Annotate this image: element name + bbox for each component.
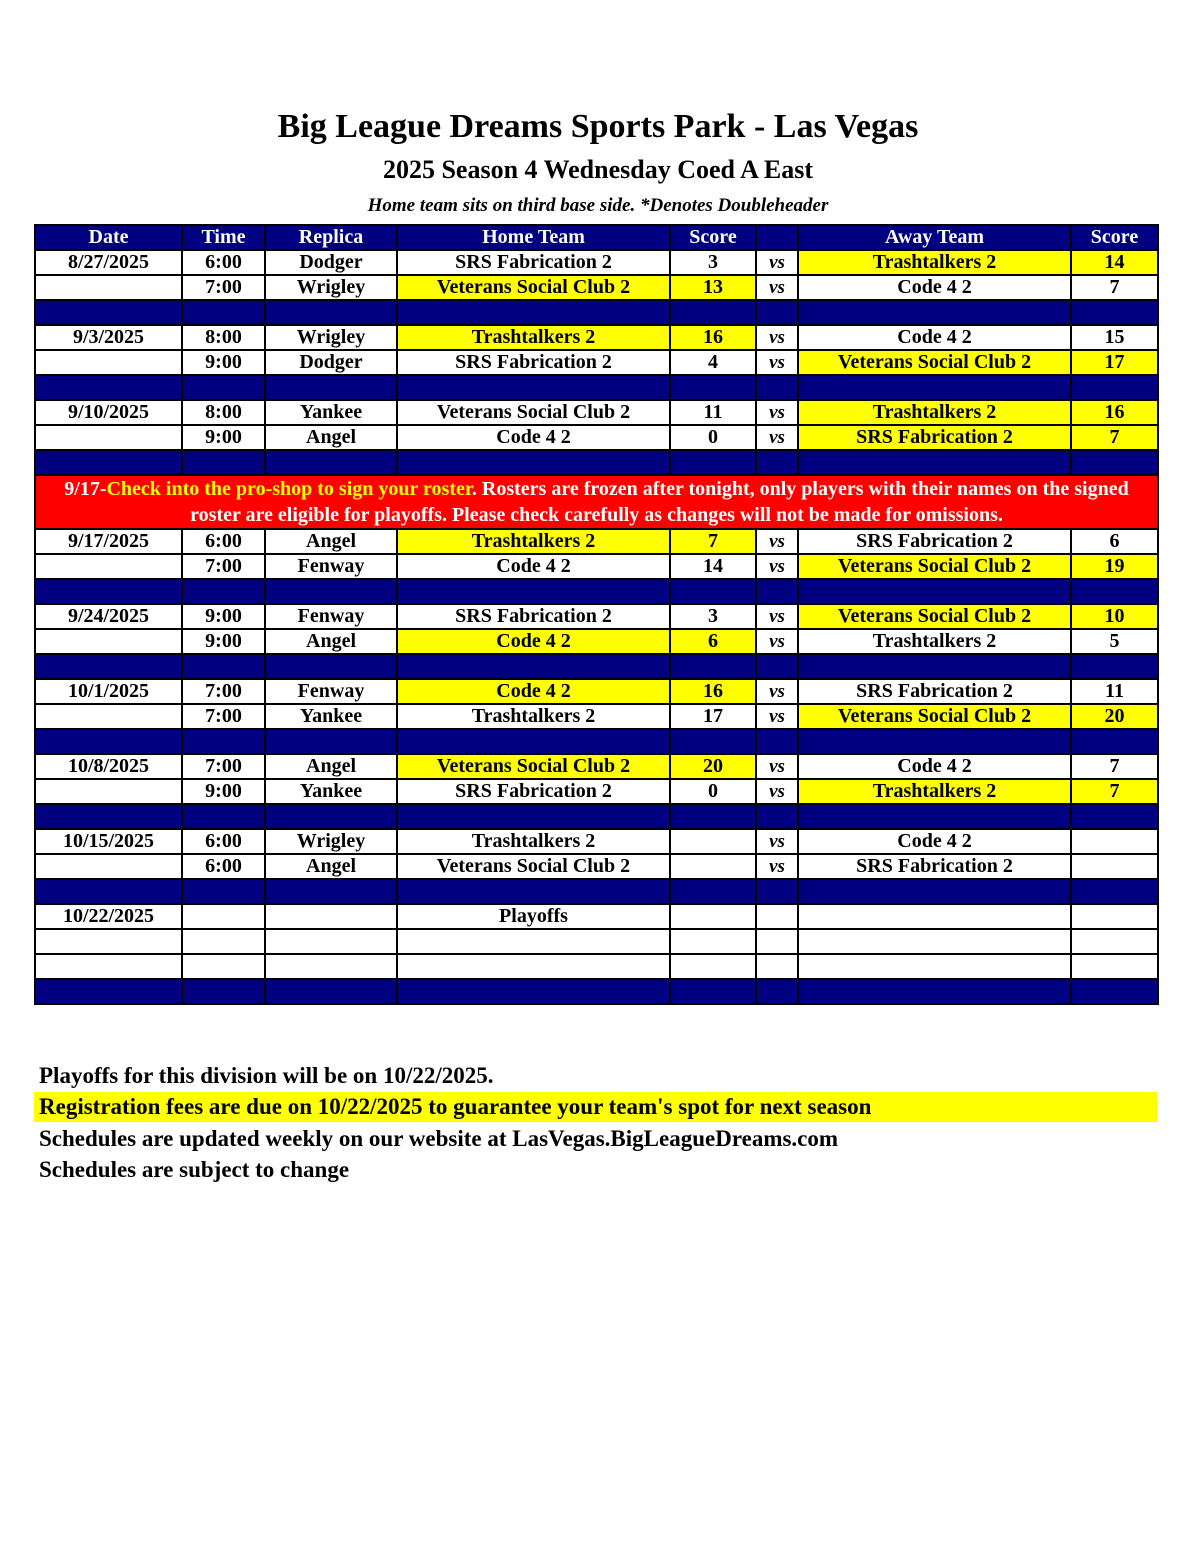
away-score: 11 [1071,679,1158,704]
game-time: 9:00 [182,604,265,629]
home-team: SRS Fabrication 2 [397,779,670,804]
separator-cell [670,450,756,475]
separator-cell [35,804,182,829]
home-score: 17 [670,704,756,729]
away-score: 7 [1071,425,1158,450]
away-team: Trashtalkers 2 [798,400,1071,425]
separator-cell [756,879,798,904]
separator-cell [1071,375,1158,400]
separator-cell [756,579,798,604]
notice-date: 9/17- [64,478,107,500]
game-row [35,904,1158,929]
game-time [182,929,265,954]
game-time: 9:00 [182,425,265,450]
home-score: 6 [670,629,756,654]
away-score: 5 [1071,629,1158,654]
home-team: Trashtalkers 2 [397,704,670,729]
away-score: 7 [1071,754,1158,779]
separator-cell [35,979,182,1004]
roster-notice-row [35,475,1158,529]
away-score: 15 [1071,325,1158,350]
separator-cell [35,654,182,679]
away-team: SRS Fabrication 2 [798,425,1071,450]
vs-label: vs [756,554,798,579]
game-replica-field: Wrigley [265,275,397,300]
vs-label: vs [756,604,798,629]
game-replica-field: Yankee [265,400,397,425]
away-team: Code 4 2 [798,829,1071,854]
away-team: SRS Fabrication 2 [798,854,1071,879]
schedule-note: Home team sits on third base side. *Denotes Doubleheader [367,195,829,216]
separator-cell [670,300,756,325]
separator-cell [798,300,1071,325]
game-date: 10/1/2025 [35,679,182,704]
separator-cell [1071,300,1158,325]
week-separator-row [35,654,1158,679]
separator-cell [265,654,397,679]
away-team [798,904,1071,929]
game-time: 6:00 [182,854,265,879]
away-score: 20 [1071,704,1158,729]
separator-cell [756,300,798,325]
away-team: Trashtalkers 2 [798,250,1071,275]
separator-cell [670,879,756,904]
home-team [397,954,670,979]
game-time: 9:00 [182,779,265,804]
home-score: 0 [670,425,756,450]
separator-cell [756,654,798,679]
home-team: Code 4 2 [397,629,670,654]
vs-label: vs [756,854,798,879]
separator-cell [397,579,670,604]
separator-cell [798,804,1071,829]
away-score: 7 [1071,275,1158,300]
away-score: 6 [1071,529,1158,554]
away-team: Code 4 2 [798,754,1071,779]
footer-playoffs-note: Playoffs for this division will be on 10/22/2025. [39,1063,494,1088]
away-score: 16 [1071,400,1158,425]
game-replica-field: Yankee [265,704,397,729]
vs-label: vs [756,779,798,804]
page-subtitle: 2025 Season 4 Wednesday Coed A East [382,155,814,184]
away-team: SRS Fabrication 2 [798,679,1071,704]
game-time [182,954,265,979]
separator-cell [670,729,756,754]
game-date [35,854,182,879]
game-row [35,779,1158,804]
game-replica-field [265,954,397,979]
game-date [35,425,182,450]
col-time: Time [182,225,265,250]
separator-cell [182,450,265,475]
separator-cell [397,729,670,754]
notice-text: . Rosters are frozen after tonight, only players with their names on the signed roster are eligible for playoffs. Please check carefully as changes will not be made for omissions. [190,478,1129,526]
separator-cell [397,804,670,829]
home-team: SRS Fabrication 2 [397,604,670,629]
away-team: Veterans Social Club 2 [798,350,1071,375]
separator-cell [182,654,265,679]
game-row [35,829,1158,854]
game-date [35,929,182,954]
game-row [35,325,1158,350]
game-row [35,629,1158,654]
game-date [35,954,182,979]
separator-cell [756,804,798,829]
game-time: 7:00 [182,754,265,779]
vs-label [756,904,798,929]
separator-cell [670,979,756,1004]
separator-cell [798,375,1071,400]
away-team: Code 4 2 [798,325,1071,350]
separator-cell [1071,804,1158,829]
game-replica-field: Angel [265,754,397,779]
game-time: 6:00 [182,529,265,554]
game-date: 9/10/2025 [35,400,182,425]
game-date: 9/3/2025 [35,325,182,350]
game-date [35,629,182,654]
separator-cell [397,300,670,325]
vs-label: vs [756,704,798,729]
separator-cell [265,879,397,904]
vs-label [756,954,798,979]
game-date [35,779,182,804]
game-date: 9/17/2025 [35,529,182,554]
week-separator-row [35,300,1158,325]
col-away-team: Away Team [798,225,1071,250]
away-score: 10 [1071,604,1158,629]
away-score: 14 [1071,250,1158,275]
home-team: Veterans Social Club 2 [397,754,670,779]
game-time: 8:00 [182,325,265,350]
game-row [35,250,1158,275]
game-time: 7:00 [182,679,265,704]
footer-website-note: Schedules are updated weekly on our website at LasVegas.BigLeagueDreams.com [39,1126,839,1151]
home-team: Trashtalkers 2 [397,529,670,554]
vs-label: vs [756,529,798,554]
game-time: 8:00 [182,400,265,425]
away-score: 19 [1071,554,1158,579]
col-home-team: Home Team [397,225,670,250]
page-title: Big League Dreams Sports Park - Las Vegas [277,108,919,145]
separator-cell [35,300,182,325]
game-replica-field: Angel [265,629,397,654]
separator-cell [265,729,397,754]
game-replica-field: Fenway [265,554,397,579]
home-team: Code 4 2 [397,554,670,579]
home-team: Trashtalkers 2 [397,325,670,350]
separator-cell [265,300,397,325]
away-team: Veterans Social Club 2 [798,604,1071,629]
away-team: Veterans Social Club 2 [798,704,1071,729]
separator-cell [35,375,182,400]
away-team: SRS Fabrication 2 [798,529,1071,554]
week-separator-row [35,450,1158,475]
week-separator-row [35,729,1158,754]
separator-cell [798,654,1071,679]
separator-cell [670,804,756,829]
game-time: 9:00 [182,629,265,654]
home-score: 20 [670,754,756,779]
separator-cell [182,375,265,400]
home-team [397,929,670,954]
separator-cell [397,979,670,1004]
home-team: Code 4 2 [397,425,670,450]
home-score: 3 [670,604,756,629]
separator-cell [35,579,182,604]
separator-cell [265,979,397,1004]
col-date: Date [35,225,182,250]
game-row [35,929,1158,954]
game-date: 9/24/2025 [35,604,182,629]
week-separator-row [35,579,1158,604]
separator-cell [182,579,265,604]
separator-cell [1071,450,1158,475]
separator-cell [35,450,182,475]
game-row [35,679,1158,704]
home-score: 3 [670,250,756,275]
home-team: Veterans Social Club 2 [397,854,670,879]
col-vs [756,225,798,250]
game-replica-field: Dodger [265,350,397,375]
away-team: Trashtalkers 2 [798,629,1071,654]
home-team: Trashtalkers 2 [397,829,670,854]
away-score: 7 [1071,779,1158,804]
col-away-score: Score [1071,225,1158,250]
week-separator-row [35,804,1158,829]
game-row [35,554,1158,579]
separator-cell [798,979,1071,1004]
home-team: SRS Fabrication 2 [397,250,670,275]
home-score: 7 [670,529,756,554]
game-row [35,604,1158,629]
separator-cell [397,450,670,475]
footer-registration-note: Registration fees are due on 10/22/2025 to guarantee your team's spot for next season [34,1092,1157,1122]
home-team: Code 4 2 [397,679,670,704]
separator-cell [265,375,397,400]
game-row [35,275,1158,300]
game-time: 6:00 [182,250,265,275]
away-team: Veterans Social Club 2 [798,554,1071,579]
home-score: 11 [670,400,756,425]
vs-label: vs [756,400,798,425]
vs-label: vs [756,425,798,450]
game-row [35,954,1158,979]
away-team [798,954,1071,979]
separator-cell [182,729,265,754]
home-score: 16 [670,679,756,704]
schedule-table [34,224,1159,1005]
separator-cell [397,375,670,400]
home-team: Veterans Social Club 2 [397,400,670,425]
separator-cell [1071,979,1158,1004]
game-row [35,854,1158,879]
vs-label [756,929,798,954]
separator-cell [756,979,798,1004]
away-score [1071,854,1158,879]
vs-label: vs [756,325,798,350]
col-replica: Replica [265,225,397,250]
separator-cell [670,375,756,400]
game-replica-field: Wrigley [265,325,397,350]
vs-label: vs [756,679,798,704]
game-row [35,704,1158,729]
roster-notice [35,475,1158,529]
separator-cell [265,450,397,475]
separator-cell [1071,729,1158,754]
game-date: 10/15/2025 [35,829,182,854]
game-time: 7:00 [182,275,265,300]
separator-cell [1071,654,1158,679]
home-score: 16 [670,325,756,350]
game-replica-field: Angel [265,854,397,879]
game-replica-field [265,904,397,929]
home-team: Playoffs [397,904,670,929]
vs-label: vs [756,754,798,779]
separator-cell [265,804,397,829]
away-score [1071,929,1158,954]
game-row [35,400,1158,425]
vs-label: vs [756,629,798,654]
week-separator-row [35,375,1158,400]
away-score [1071,829,1158,854]
vs-label: vs [756,275,798,300]
game-replica-field: Yankee [265,779,397,804]
home-team: Veterans Social Club 2 [397,275,670,300]
separator-cell [756,375,798,400]
game-replica-field [265,929,397,954]
game-replica-field: Fenway [265,604,397,629]
home-score [670,929,756,954]
game-replica-field: Angel [265,529,397,554]
separator-cell [265,579,397,604]
game-date [35,704,182,729]
col-home-score: Score [670,225,756,250]
separator-cell [1071,579,1158,604]
home-score: 14 [670,554,756,579]
notice-highlight: Check into the pro-shop to sign your roster [106,478,472,500]
schedule-body [35,250,1158,1004]
game-date: 10/22/2025 [35,904,182,929]
table-header-row [35,225,1158,250]
separator-cell [798,729,1071,754]
separator-cell [798,879,1071,904]
home-score: 4 [670,350,756,375]
home-score: 0 [670,779,756,804]
separator-cell [798,450,1071,475]
game-row [35,529,1158,554]
separator-cell [35,729,182,754]
vs-label: vs [756,350,798,375]
home-score [670,854,756,879]
separator-cell [397,879,670,904]
separator-cell [756,729,798,754]
home-score [670,829,756,854]
home-score: 13 [670,275,756,300]
game-row [35,425,1158,450]
game-replica-field: Angel [265,425,397,450]
game-date [35,350,182,375]
footer-change-note: Schedules are subject to change [39,1157,350,1182]
separator-cell [182,804,265,829]
game-replica-field: Dodger [265,250,397,275]
separator-cell [182,300,265,325]
game-date [35,275,182,300]
away-score: 17 [1071,350,1158,375]
game-time: 7:00 [182,704,265,729]
away-team: Code 4 2 [798,275,1071,300]
separator-cell [1071,879,1158,904]
separator-cell [35,879,182,904]
game-time: 6:00 [182,829,265,854]
separator-cell [670,654,756,679]
game-date: 10/8/2025 [35,754,182,779]
vs-label: vs [756,829,798,854]
separator-cell [670,579,756,604]
separator-cell [182,879,265,904]
home-score [670,954,756,979]
game-replica-field: Wrigley [265,829,397,854]
game-replica-field: Fenway [265,679,397,704]
home-team: SRS Fabrication 2 [397,350,670,375]
separator-cell [798,579,1071,604]
away-team: Trashtalkers 2 [798,779,1071,804]
game-date: 8/27/2025 [35,250,182,275]
away-team [798,929,1071,954]
week-separator-row [35,879,1158,904]
game-time: 9:00 [182,350,265,375]
game-date [35,554,182,579]
game-row [35,754,1158,779]
away-score [1071,954,1158,979]
game-time: 7:00 [182,554,265,579]
vs-label: vs [756,250,798,275]
away-score [1071,904,1158,929]
game-row [35,350,1158,375]
separator-cell [397,654,670,679]
separator-cell [756,450,798,475]
separator-cell [182,979,265,1004]
home-score [670,904,756,929]
game-time [182,904,265,929]
week-separator-row [35,979,1158,1004]
